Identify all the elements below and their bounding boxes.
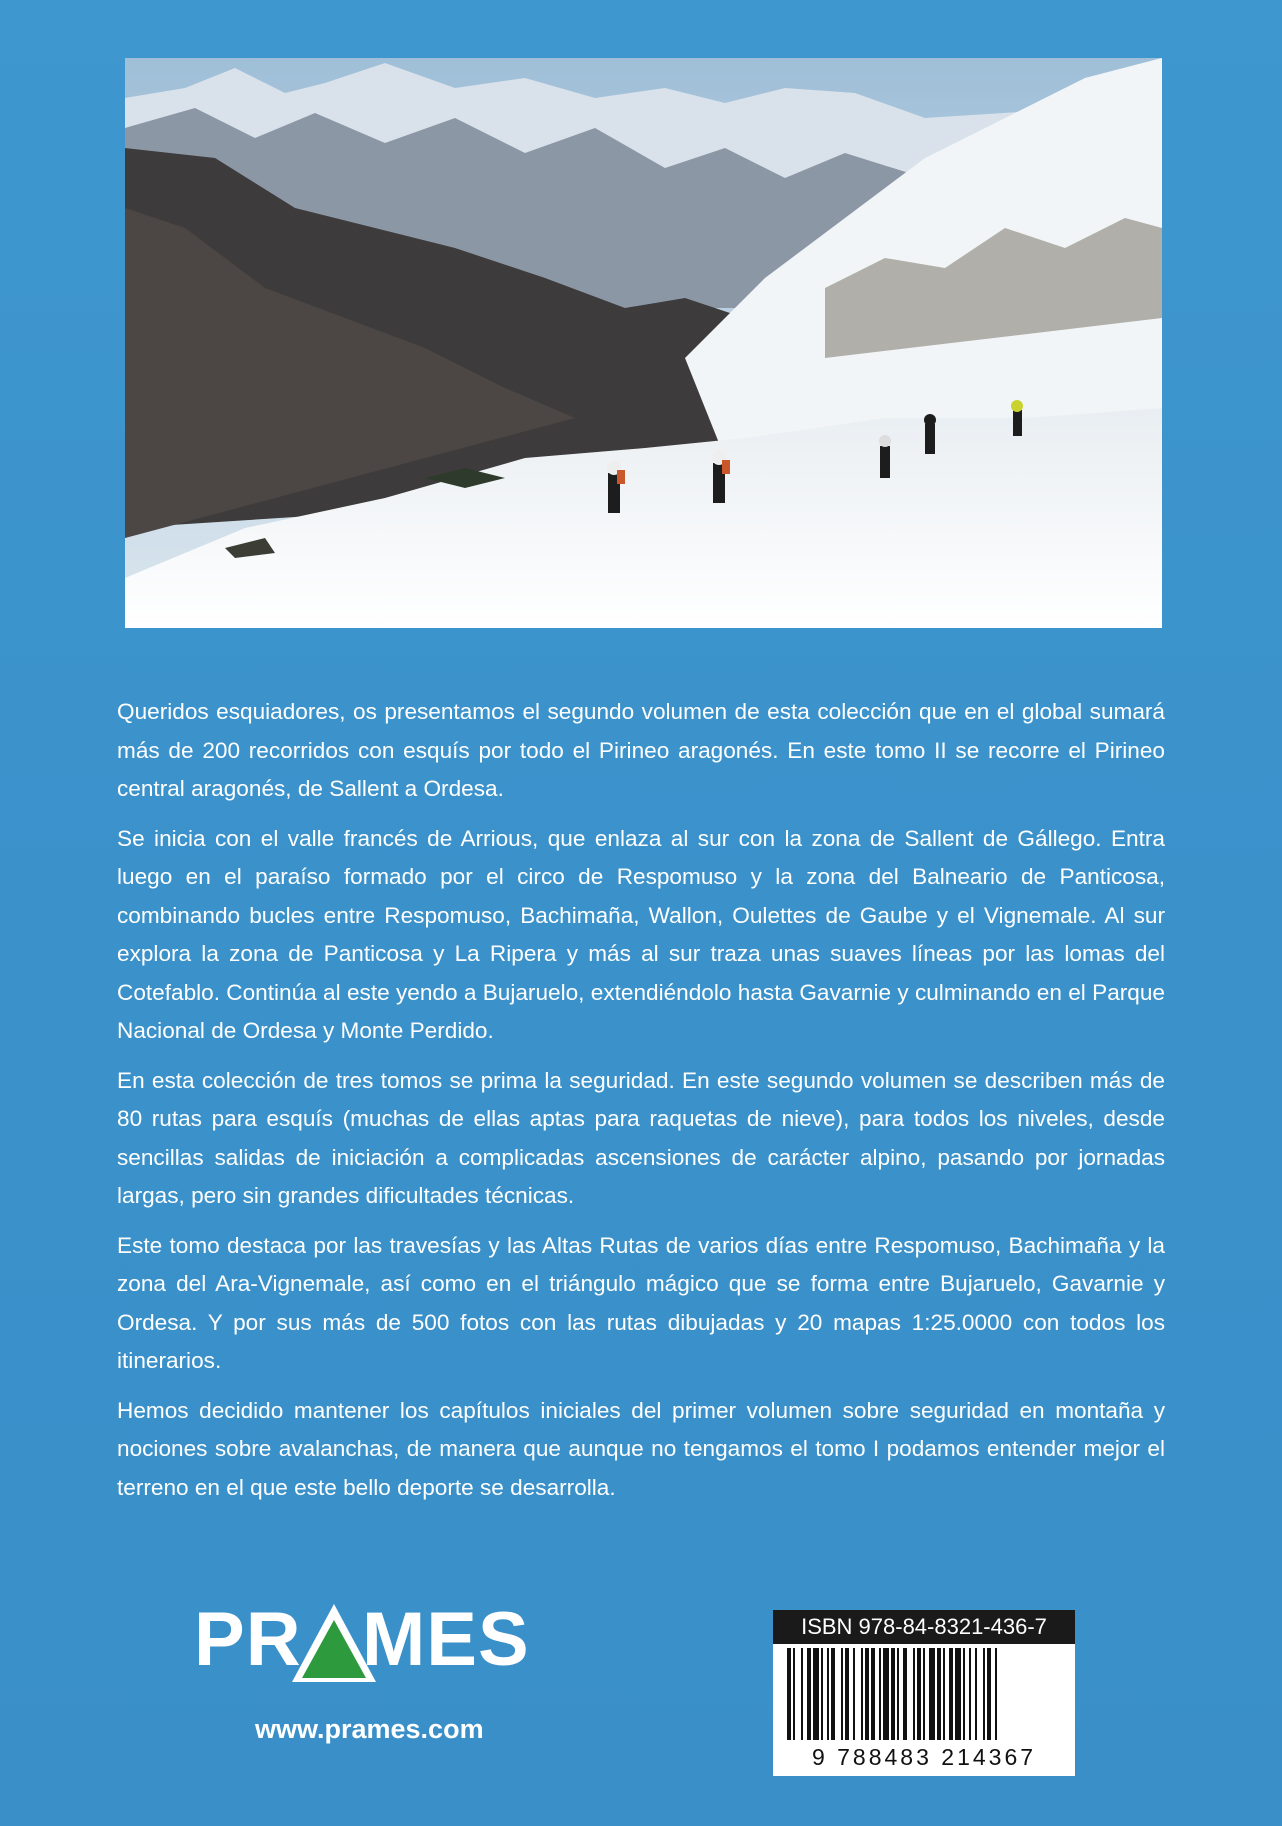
paragraph-4: Este tomo destaca por las travesías y las Altas Rutas de varios días entre Respomuso, Bachimaña y la zona del Ara-Vignemale, así como en el triángulo mágico que se forma entre Bujaruelo, Gavarnie y Ordesa. Y por sus más de 500 fotos con las rutas dibujadas y 20 mapas 1:25.0000 con todos los itinerarios. (117, 1232, 1165, 1373)
paragraph-2: Se inicia con el valle francés de Arrious, que enlaza al sur con la zona de Sallent de Gállego. Entra luego en el paraíso formado por el circo de Respomuso y la zona del Balneario de Panticosa, combinando bucles entre Respomuso, Bachimaña, Wallon, Oulettes de Gaube y el Vignemale. Al sur explora la zona de Panticosa y La Ripera y más al sur traza unas suaves líneas por las lomas del Cotefablo. Continúa al este yendo a Bujaruelo, extendiéndolo hasta Gavarnie y culminando en el Parque Nacional de Ordesa y Monte Perdido. (117, 825, 1165, 1043)
description-text (117, 693, 1165, 1518)
paragraph-1: Queridos esquiadores, os presentamos el segundo volumen de esta colección que en el global sumará más de 200 recorridos con esquís por todo el Pirineo aragonés. En este tomo II se recorre el Pirineo central aragonés, de Sallent a Ordesa. (117, 699, 1165, 801)
logo-text-right: MES (362, 1597, 530, 1682)
paragraph-5: Hemos decidido mantener los capítulos iniciales del primer volumen sobre seguridad en montaña y nociones sobre avalanchas, de manera que aunque no tengamos el tomo I podamos entender mejor el terreno en el que este bello deporte se desarrolla. (117, 1397, 1165, 1500)
cover-photo (125, 58, 1162, 628)
barcode-digits: 9 788483 214367 (773, 1740, 1075, 1774)
prames-logo (194, 1594, 530, 1686)
isbn-label: ISBN 978-84-8321-436-7 (773, 1610, 1075, 1644)
logo-text-left: PR (194, 1597, 302, 1682)
publisher-website[interactable]: www.prames.com (255, 1714, 484, 1744)
isbn-barcode-box (773, 1610, 1075, 1776)
paragraph-3: En esta colección de tres tomos se prima la seguridad. En este segundo volumen se describen más de 80 rutas para esquís (muchas de ellas aptas para raquetas de nieve), para todos los niveles, desde sencillas salidas de iniciación a complicadas ascensiones de carácter alpino, pasando por jornadas largas, pero sin grandes dificultades técnicas. (117, 1067, 1165, 1208)
mountain-illustration (125, 58, 1162, 628)
